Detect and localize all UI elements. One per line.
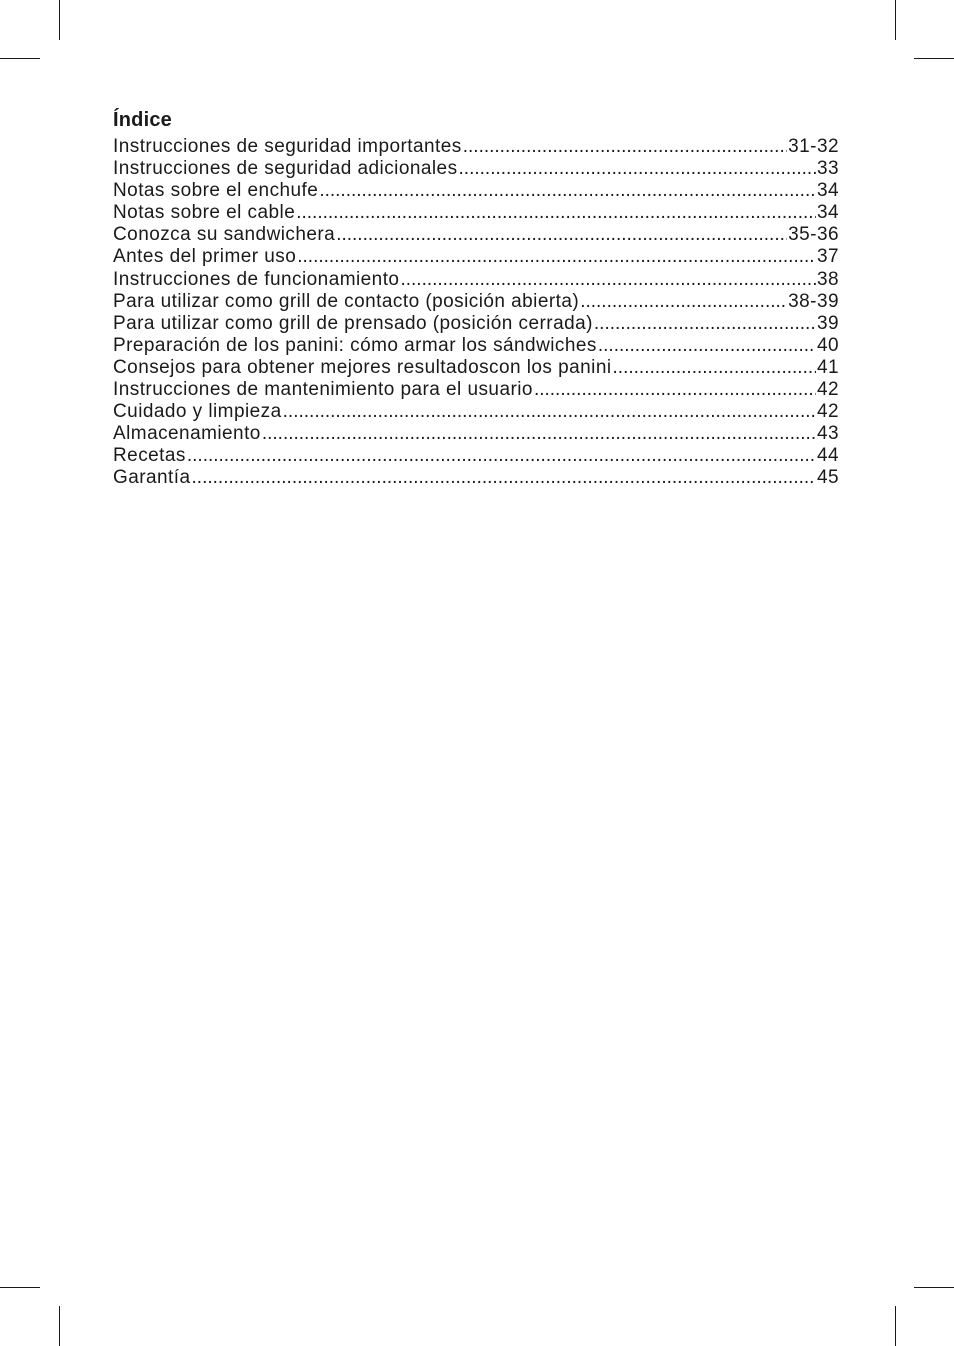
toc-entry-label: Preparación de los panini: cómo armar los sándwiches <box>113 334 597 356</box>
toc-entry-page-number: 38 <box>816 268 839 290</box>
toc-entry <box>113 224 839 246</box>
toc-entry-page-number: 34 <box>816 180 839 202</box>
toc-entry-leader-dots <box>319 180 816 202</box>
toc-entry-leader-dots <box>534 379 816 401</box>
toc-entry-label: Instrucciones de funcionamiento <box>113 268 400 290</box>
toc-entry-page-number: 37 <box>816 246 839 268</box>
crop-mark-top-left-vertical <box>59 0 60 40</box>
toc-entry <box>113 467 839 489</box>
toc-entry <box>113 180 839 202</box>
toc-entry-leader-dots <box>459 158 816 180</box>
toc-entry-leader-dots <box>296 202 816 224</box>
toc-entry-label: Recetas <box>113 445 186 467</box>
toc-entry-label: Notas sobre el enchufe <box>113 180 319 202</box>
crop-mark-bottom-left-horizontal <box>0 1287 40 1288</box>
crop-mark-bottom-left-vertical <box>59 1306 60 1346</box>
toc-entry-leader-dots <box>336 224 787 246</box>
toc-entry-leader-dots <box>613 357 816 379</box>
toc-title: Índice <box>113 109 172 131</box>
crop-mark-bottom-right-horizontal <box>914 1287 954 1288</box>
toc-entry-label: Cuidado y limpieza <box>113 401 282 423</box>
crop-mark-top-right-vertical <box>895 0 896 40</box>
toc-entry-label: Instrucciones de mantenimiento para el usuario <box>113 379 533 401</box>
toc-entry-page-number: 33 <box>816 158 839 180</box>
toc-entry <box>113 445 839 467</box>
toc-entry <box>113 423 839 445</box>
toc-entry-page-number: 40 <box>816 334 839 356</box>
toc-entry-label: Garantía <box>113 467 191 489</box>
toc-entry-leader-dots <box>262 423 816 445</box>
toc-entry-leader-dots <box>598 335 816 357</box>
toc-entry <box>113 379 839 401</box>
toc-entry-page-number: 43 <box>816 423 839 445</box>
toc-entry-leader-dots <box>283 401 816 423</box>
toc-entry-label: Para utilizar como grill de contacto (posición abierta) <box>113 290 580 312</box>
toc-entry <box>113 357 839 379</box>
toc-entry-leader-dots <box>297 246 816 268</box>
toc-entry-page-number: 34 <box>816 202 839 224</box>
toc-entry-page-number: 41 <box>816 356 839 378</box>
table-of-contents <box>113 108 839 490</box>
toc-entry-page-number: 31-32 <box>788 136 839 157</box>
toc-entry-page-number: 35-36 <box>788 224 839 246</box>
toc-entry-leader-dots <box>187 445 816 467</box>
toc-entry-page-number: 42 <box>816 379 839 401</box>
toc-entry-leader-dots <box>400 269 816 291</box>
toc-entry <box>113 401 839 423</box>
toc-entry-page-number: 44 <box>816 445 839 467</box>
toc-entry-leader-dots <box>594 313 816 335</box>
toc-entry-label: Conozca su sandwichera <box>113 224 336 246</box>
toc-entry <box>113 291 839 313</box>
toc-entry-leader-dots <box>463 136 787 158</box>
toc-entry-label: Instrucciones de seguridad importantes <box>113 136 462 157</box>
toc-entry-label: Almacenamiento <box>113 423 261 445</box>
crop-mark-top-left-horizontal <box>0 58 40 59</box>
toc-entry <box>113 313 839 335</box>
toc-entry-label: Consejos para obtener mejores resultadoscon los panini <box>113 356 612 378</box>
toc-list <box>113 136 839 490</box>
crop-mark-top-right-horizontal <box>914 58 954 59</box>
toc-entry-page-number: 45 <box>816 467 839 489</box>
toc-entry-page-number: 42 <box>816 401 839 423</box>
toc-entry-label: Notas sobre el cable <box>113 202 296 224</box>
toc-entry <box>113 269 839 291</box>
toc-entry-label: Para utilizar como grill de prensado (posición cerrada) <box>113 312 593 334</box>
toc-entry <box>113 246 839 268</box>
toc-entry-leader-dots <box>192 467 816 489</box>
toc-entry <box>113 136 839 158</box>
toc-entry <box>113 202 839 224</box>
toc-entry <box>113 158 839 180</box>
crop-mark-bottom-right-vertical <box>895 1306 896 1346</box>
toc-entry-page-number: 39 <box>816 312 839 334</box>
toc-entry-leader-dots <box>580 291 787 313</box>
toc-entry-page-number: 38-39 <box>788 290 839 312</box>
toc-entry-label: Instrucciones de seguridad adicionales <box>113 158 458 180</box>
toc-entry <box>113 335 839 357</box>
toc-entry-label: Antes del primer uso <box>113 246 297 268</box>
